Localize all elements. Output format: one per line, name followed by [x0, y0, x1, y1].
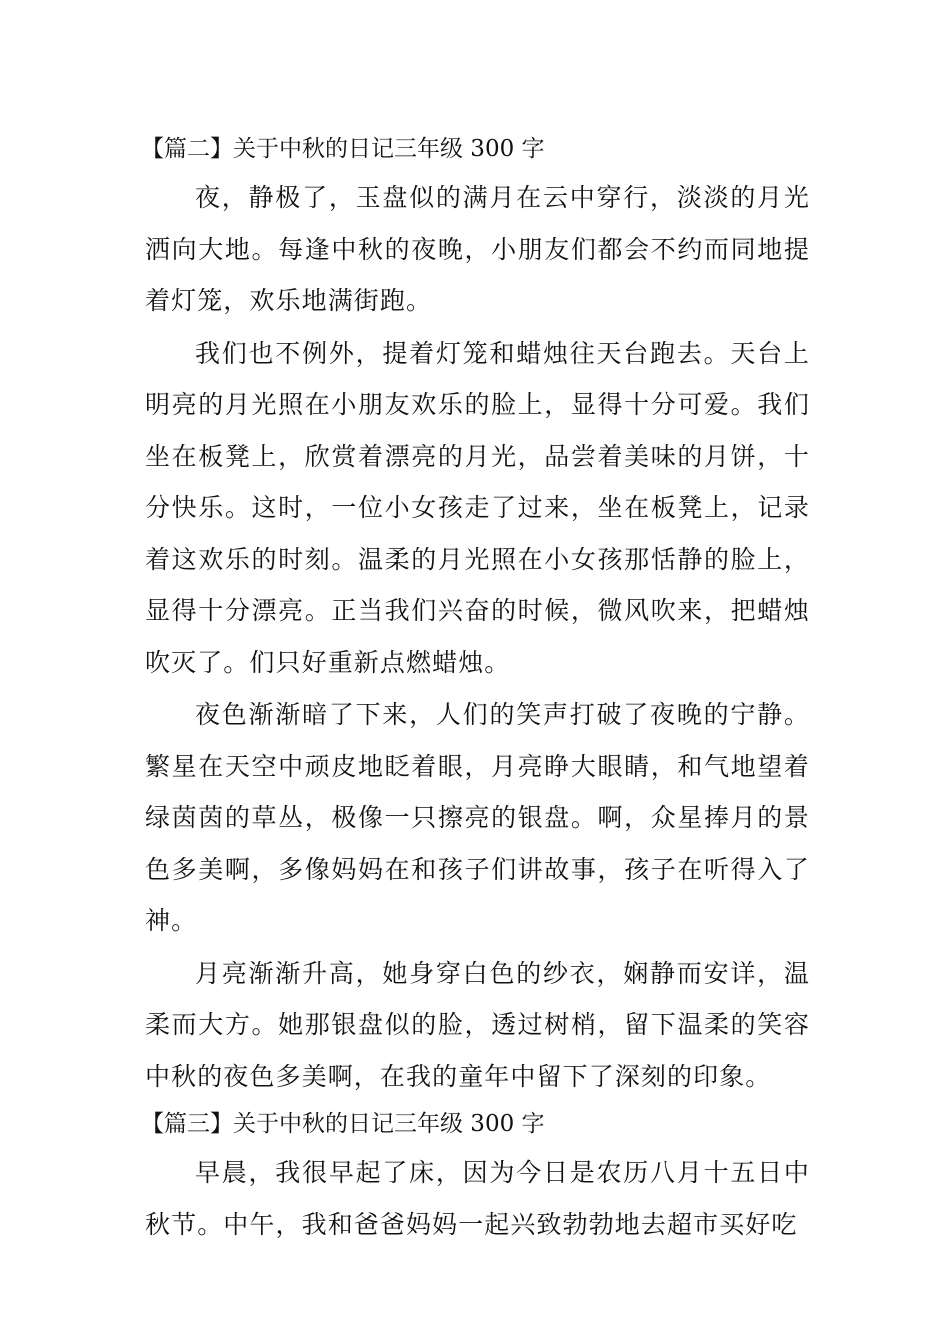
section-heading-3: 【篇三】关于中秋的日记三年级 300 字 — [141, 1111, 545, 1137]
section-2-paragraph-4: 月亮渐渐升高，她身穿白色的纱衣，娴静而安详，温柔而大方。她那银盘似的脸，透过树梢，留下温柔的笑容中秋的夜色多美啊，在我的童年中留下了深刻的印象。 — [145, 958, 810, 1091]
document-page — [141, 128, 810, 1251]
section-3-paragraph-1: 早晨，我很早起了床，因为今日是农历八月十五日中秋节。中午，我和爸爸妈妈一起兴致勃勃地去超市买好吃 — [145, 1158, 810, 1239]
section-2-paragraph-2: 我们也不例外，提着灯笼和蜡烛往天台跑去。天台上明亮的月光照在小朋友欢乐的脸上，显得十分可爱。我们坐在板凳上，欣赏着漂亮的月光，品尝着美味的月饼，十分快乐。这时，一位小女孩走了过来，坐在板凳上，记录着这欢乐的时刻。温柔的月光照在小女孩那恬静的脸上，显得十分漂亮。正当我们兴奋的时候，微风吹来，把蜡烛吹灭了。们只好重新点燃蜡烛。 — [145, 338, 810, 677]
section-heading-2: 【篇二】关于中秋的日记三年级 300 字 — [141, 136, 545, 162]
section-2-paragraph-1: 夜，静极了，玉盘似的满月在云中穿行，淡淡的月光洒向大地。每逢中秋的夜晚，小朋友们都会不约而同地提着灯笼，欢乐地满街跑。 — [145, 183, 810, 315]
section-2-paragraph-3: 夜色渐渐暗了下来，人们的笑声打破了夜晚的宁静。繁星在天空中顽皮地眨着眼，月亮睁大眼睛，和气地望着绿茵茵的草丛，极像一只擦亮的银盘。啊，众星捧月的景色多美啊，多像妈妈在和孩子们讲故事，孩子在听得入了神。 — [145, 700, 810, 935]
